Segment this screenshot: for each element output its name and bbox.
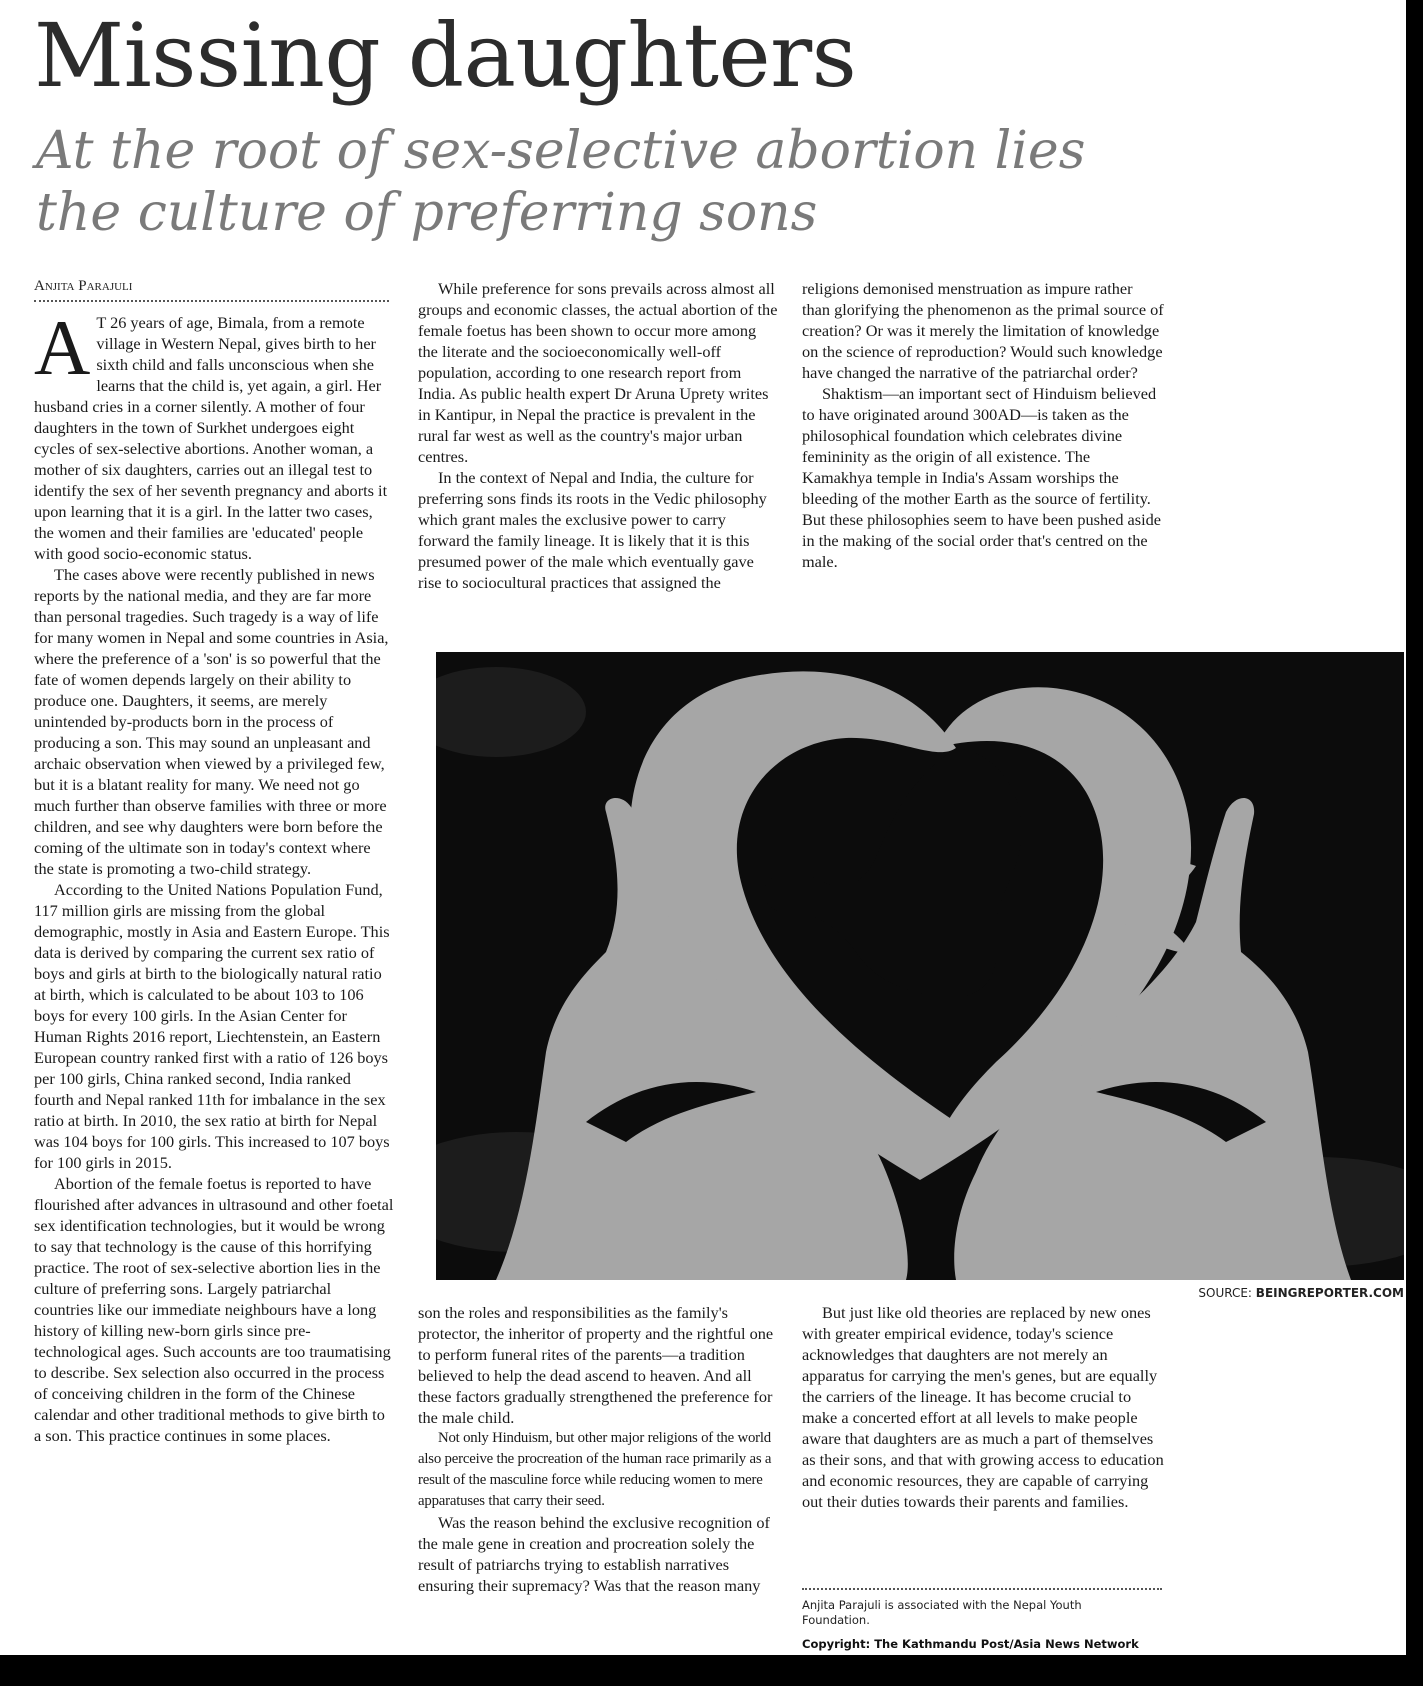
article-paragraph: religions demonised menstruation as impure rather than glorifying the phenomenon as the primal source of creation? Or was it merely the limitation of knowledge on the science of reproduction? Would such knowledge have changed the narrative of the patriarchal order? (802, 279, 1164, 382)
article-column-1 (34, 312, 394, 1652)
illustration-hands-heart-foetus (436, 652, 1404, 1280)
article-paragraph: But just like old theories are replaced by new ones with greater empirical evidence, today's science acknowledges that daughters are not merely an apparatus for carrying the men's genes, but are equally the carriers of the lineage. It has become crucial to make a concerted effort at all levels to make people aware that daughters are as much a part of themselves as their sons, and that with growing access to education and economic resources, they are capable of carrying out their duties towards their parents and families. (802, 1303, 1164, 1511)
article-paragraph: Abortion of the female foetus is reported to have flourished after advances in ultrasound and other foetal sex identification technologies, but it would be wrong to say that technology is the cause of this horrifying practice. The root of sex-selective abortion lies in the culture of preferring sons. Largely patriarchal countries like our immediate neighbours have a long history of killing new-born girls since pre-technological ages. Such accounts are too traumatising to describe. Sex selection also occurred in the process of conceiving children in the form of the Chinese calendar and other traditional methods to give birth to a son. This practice continues in some places. (34, 1174, 394, 1445)
article-column-3-bottom (802, 1302, 1164, 1582)
article-paragraph: Not only Hinduism, but other major religions of the world also perceive the procreation of the human race primarily as a result of the masculine force while reducing women to mere apparatuses that carry their seed. (418, 1430, 772, 1509)
subheadline: At the root of sex-selective abortion lies the culture of preferring sons (36, 121, 1086, 243)
author-note: Anjita Parajuli is associated with the Nepal Youth Foundation. (802, 1598, 1082, 1627)
article-paragraph: According to the United Nations Population Fund, 117 million girls are missing from the global demographic, mostly in Asia and Eastern Europe. This data is derived by comparing the current sex ratio of boys and girls at birth to the biologically natural ratio at birth, which is calculated to be about 103 to 106 boys for every 100 girls. In the Asian Center for Human Rights 2016 report, Liechtenstein, an Eastern European country ranked first with a ratio of 126 boys per 100 girls, China ranked second, India ranked fourth and Nepal ranked 11th for imbalance in the sex ratio at birth. In 2010, the sex ratio at birth for Nepal was 104 boys for 100 girls. This increased to 107 boys for 100 girls in 2015. (34, 880, 390, 1172)
footnote-divider (802, 1588, 1162, 1590)
headline: Missing daughters (34, 4, 857, 107)
article-paragraph: Was the reason behind the exclusive recognition of the male gene in creation and procreation solely the result of patriarchs trying to establish narratives ensuring their supremacy? Was that the reason many (418, 1513, 770, 1595)
article-column-2-top (418, 278, 780, 638)
image-credit: SOURCE: BEINGREPORTER.COM (1198, 1286, 1404, 1300)
article-paragraph: A T 26 years of age, Bimala, from a remote village in Western Nepal, gives birth to her sixth child and falls unconscious when she learns that the child is, yet again, a girl. Her husband cries in a corner silently. A mother of four daughters in the town of Surkhet undergoes eight cycles of sex-selective abortions. Another woman, a mother of six daughters, carries out an illegal test to identify the sex of her seventh pregnancy and aborts it upon learning that it is a girl. In the latter two cases, the women and their families are 'educated' people with good socio-economic status. (34, 312, 388, 563)
article-paragraph: son the roles and responsibilities as the family's protector, the inheritor of property and the rightful one to perform funeral rites of the parents—a tradition believed to help the dead ascend to heaven. And all these factors gradually strengthened the preference for the male child. (418, 1303, 774, 1427)
article-paragraph: Shaktism—an important sect of Hinduism believed to have originated around 300AD—is taken as the philosophical foundation which celebrates divine femininity as the origin of all existence. The Kamakhya temple in India's Assam worships the bleeding of the mother Earth as the source of fertility. But these philosophies seem to have been pushed aside in the making of the social order that's centred on the male. (802, 384, 1162, 571)
copyright-line: Copyright: The Kathmandu Post/Asia News Network (802, 1637, 1139, 1651)
article-paragraph: While preference for sons prevails across almost all groups and economic classes, the actual abortion of the female foetus has been shown to occur more among the literate and the socioeconomically well-off population, according to one research report from India. As public health expert Dr Aruna Uprety writes in Kantipur, in Nepal the practice is prevalent in the rural far west as well as the country's major urban centres. (418, 279, 778, 466)
article-column-3-top (802, 278, 1164, 638)
drop-cap: A (34, 312, 91, 391)
illustration-graphic (436, 652, 1404, 1280)
article-column-2-bottom (418, 1302, 780, 1654)
article-paragraph: In the context of Nepal and India, the culture for preferring sons finds its roots in the Vedic philosophy which grant males the exclusive power to carry forward the family lineage. It is likely that it is this presumed power of the male which eventually gave rise to sociocultural practices that assigned the (418, 468, 767, 592)
byline: Anjita Parajuli (34, 278, 389, 302)
article-paragraph: The cases above were recently published in news reports by the national media, and they are far more than personal tragedies. Such tragedy is a way of life for many women in Nepal and some countries in Asia, where the preference of a 'son' is so powerful that the fate of women depends largely on their ability to produce one. Daughters, it seems, are merely unintended by-products born in the process of producing a son. This may sound an unpleasant and archaic observation when viewed by a privileged few, but it is a blatant reality for many. We need not go much further than observe families with three or more children, and see why daughters were born before the coming of the ultimate son in today's context where the state is promoting a two-child strategy. (34, 565, 389, 878)
